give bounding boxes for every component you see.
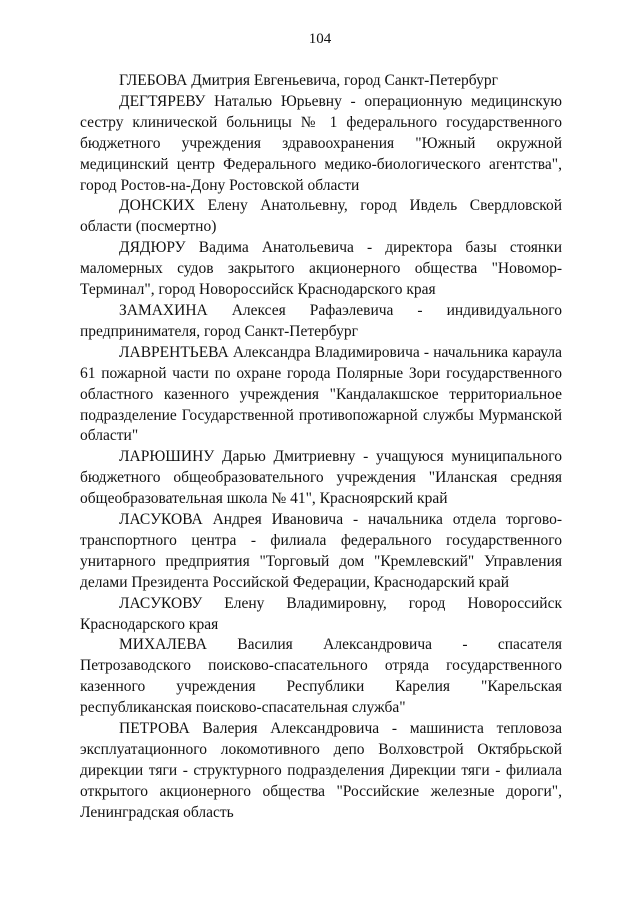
- award-entry-petrov: ПЕТРОВА Валерия Александровича - машиниста тепловоза эксплуатационного локомотивного депо Волховстрой Октябрьской дирекции тяги - структурного подразделения Дирекции тяги - филиала открытого акционерного общества "Российские железные дороги", Ленинградская область: [80, 720, 562, 821]
- award-entry-laryushina: ЛАРЮШИНУ Дарью Дмитриевну - учащуюся муниципального бюджетного общеобразовательного учреждения "Иланская средняя общеобразовательная школа № 41", Красноярский край: [80, 448, 562, 508]
- award-entry-lasukov: ЛАСУКОВА Андрея Ивановича - начальника отдела торгово-транспортного центра - филиала федерального государственного унитарного предприятия "Торговый дом "Кремлевский" Управления делами Президента Российской Федерации, Краснодарский край: [80, 511, 562, 591]
- award-entry-zamakhin: ЗАМАХИНА Алексея Рафаэлевича - индивидуального предпринимателя, город Санкт-Петербург: [80, 301, 562, 340]
- award-list: [80, 71, 562, 824]
- award-entry-dyadyura: ДЯДЮРУ Вадима Анатольевича - директора базы стоянки маломерных судов закрытого акционерного общества "Новомор-Терминал", город Новороссийск Краснодарского края: [80, 239, 562, 299]
- award-entry-donskikh: ДОНСКИХ Елену Анатольевну, город Ивдель Свердловской области (посмертно): [80, 197, 562, 236]
- award-entry-degtyareva: ДЕГТЯРЕВУ Наталью Юрьевну - операционную медицинскую сестру клинической больницы № 1 федерального государственного бюджетного учреждения здравоохранения "Южный окружной медицинский центр Федерального медико-биологического агентства", город Ростов-на-Дону Ростовской области: [80, 92, 562, 194]
- award-entry-lavrentyev: ЛАВРЕНТЬЕВА Александра Владимировича - начальника караула 61 пожарной части по охране города Полярные Зори государственного областного казенного учреждения "Кандалакшское территориальное подразделение Государственной противопожарной службы Мурманской области": [80, 343, 562, 445]
- award-entry-glebov: ГЛЕБОВА Дмитрия Евгеньевича, город Санкт-Петербург: [119, 72, 498, 89]
- award-entry-lasukova: ЛАСУКОВУ Елену Владимировну, город Новороссийск Краснодарского края: [80, 594, 562, 633]
- page-number: 104: [308, 31, 332, 47]
- award-entry-mikhalev: МИХАЛЕВА Василия Александровича - спасателя Петрозаводского поисково-спасательного отряда государственного казенного учреждения Республики Карелия "Карельская республиканская поисково-спасательная служба": [80, 636, 562, 717]
